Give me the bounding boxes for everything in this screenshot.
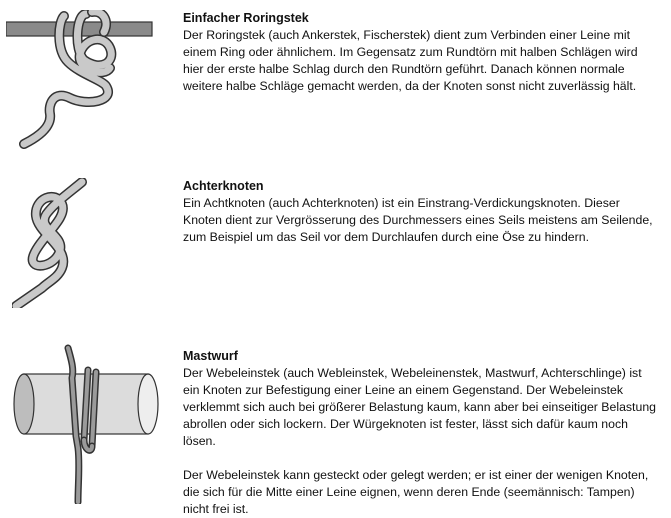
knot-description: Der Webeleinstek kann gesteckt oder gelegt werden; er ist einer der wenigen Knoten, die sich für die Mitte einer Leine eignen, wenn deren Ende (seemännisch: Tampen) nicht frei ist. [183,468,649,516]
knot-entry-roringstek [0,10,671,170]
knot-description: Der Roringstek (auch Ankerstek, Fischerstek) dient zum Verbinden einer Leine mit einem Ring oder ähnlichem. Im Gegensatz zum Rundtörn mit halben Schlägen wird hier der erste halbe Schlag durch den Rundtörn geführt. Danach können normale weitere halbe Schläge gemacht werden, da der Knoten sonst nicht zuverlässig hält. [183,28,638,93]
knot-title: Einfacher Roringstek [183,11,309,25]
knot-description: Der Webeleinstek (auch Webleinstek, Webeleinenstek, Mastwurf, Achterschlinge) ist ein Knoten zur Befestigung einer Leine an einem Gegenstand. Der Webeleinstek verklemmt sich auch bei größerer Belastung kaum, kann aber bei einseitiger Belastung abrollen oder sich lockern. Der Würgeknoten ist fester, lässt sich dafür kaum noch lösen. [183,366,656,448]
mastwurf-knot-illustration [6,344,166,504]
knot-title: Achterknoten [183,179,264,193]
knot-entry-achterknoten [0,178,671,318]
knot-entry-mastwurf [0,344,671,516]
knot-text-achterknoten [183,178,661,246]
roringstek-knot-illustration [6,10,156,150]
knot-description: Ein Achtknoten (auch Achterknoten) ist ein Einstrang-Verdickungsknoten. Dieser Knoten dient zur Vergrösserung des Durchmessers eines Seils meistens am Seilende, zum Beispiel um das Seil vor dem Durchlaufen durch eine Öse zu hindern. [183,196,653,244]
achterknoten-knot-illustration [12,178,92,308]
knot-title: Mastwurf [183,349,238,363]
knot-text-mastwurf [183,348,661,518]
knot-text-roringstek [183,10,661,95]
